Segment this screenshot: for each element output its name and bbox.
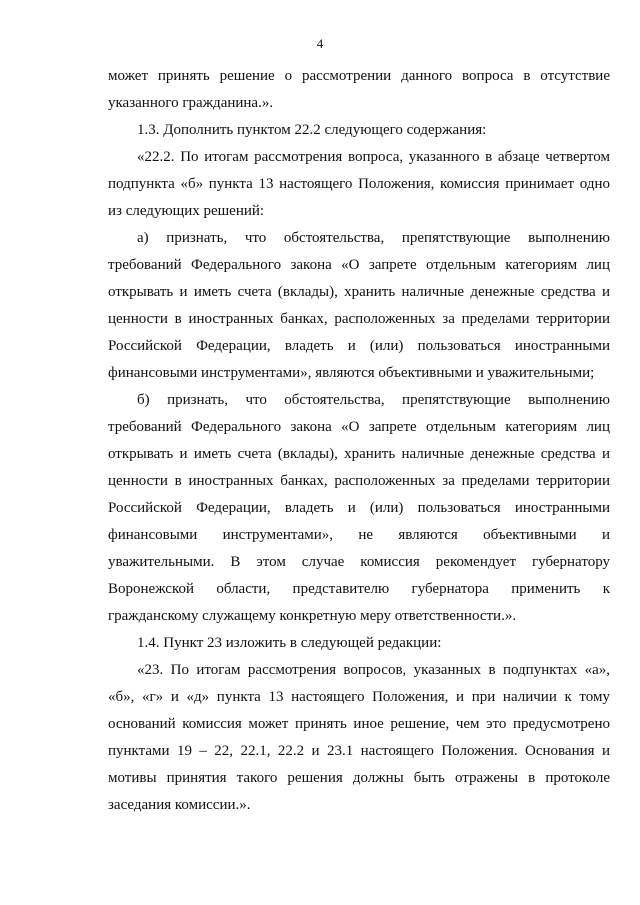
paragraph-continuation: может принять решение о рассмотрении данного вопроса в отсутствие указанного гражданина.». bbox=[108, 68, 610, 111]
paragraph-1-4: 1.4. Пункт 23 изложить в следующей редакции: bbox=[137, 635, 442, 651]
paragraph-item-b: б) признать, что обстоятельства, препятствующие выполнению требований Федерального закона «О запрете отдельным категориям лиц открывать и иметь счета (вклады), хранить наличные денежные средства и ценности в иностранных банках, расположенных за пределами территории Российской Федерации, владеть и (или) пользоваться иностранными финансовыми инструментами», не являются объективными и уважительными. В этом случае комиссия рекомендует губернатору Воронежской области, представителю губернатора применить к гражданскому служащему конкретную меру ответственности.». bbox=[108, 392, 610, 624]
paragraph-item-a: а) признать, что обстоятельства, препятствующие выполнению требований Федерального закона «О запрете отдельным категориям лиц открывать и иметь счета (вклады), хранить наличные денежные средства и ценности в иностранных банках, расположенных за пределами территории Российской Федерации, владеть и (или) пользоваться иностранными финансовыми инструментами», являются объективными и уважительными; bbox=[108, 230, 610, 381]
paragraph-22-2: «22.2. По итогам рассмотрения вопроса, указанного в абзаце четвертом подпункта «б» пункта 13 настоящего Положения, комиссия принимает одно из следующих решений: bbox=[108, 149, 610, 219]
paragraph-23: «23. По итогам рассмотрения вопросов, указанных в подпунктах «а», «б», «г» и «д» пункта 13 настоящего Положения, и при наличии к тому оснований комиссия может принять иное решение, чем это предусмотрено пунктами 19 – 22, 22.1, 22.2 и 23.1 настоящего Положения. Основания и мотивы принятия такого решения должны быть отражены в протоколе заседания комиссии.». bbox=[108, 662, 610, 813]
paragraph-1-3: 1.3. Дополнить пунктом 22.2 следующего содержания: bbox=[137, 122, 487, 138]
page-number: 4 bbox=[316, 36, 324, 51]
document-body bbox=[108, 63, 610, 819]
